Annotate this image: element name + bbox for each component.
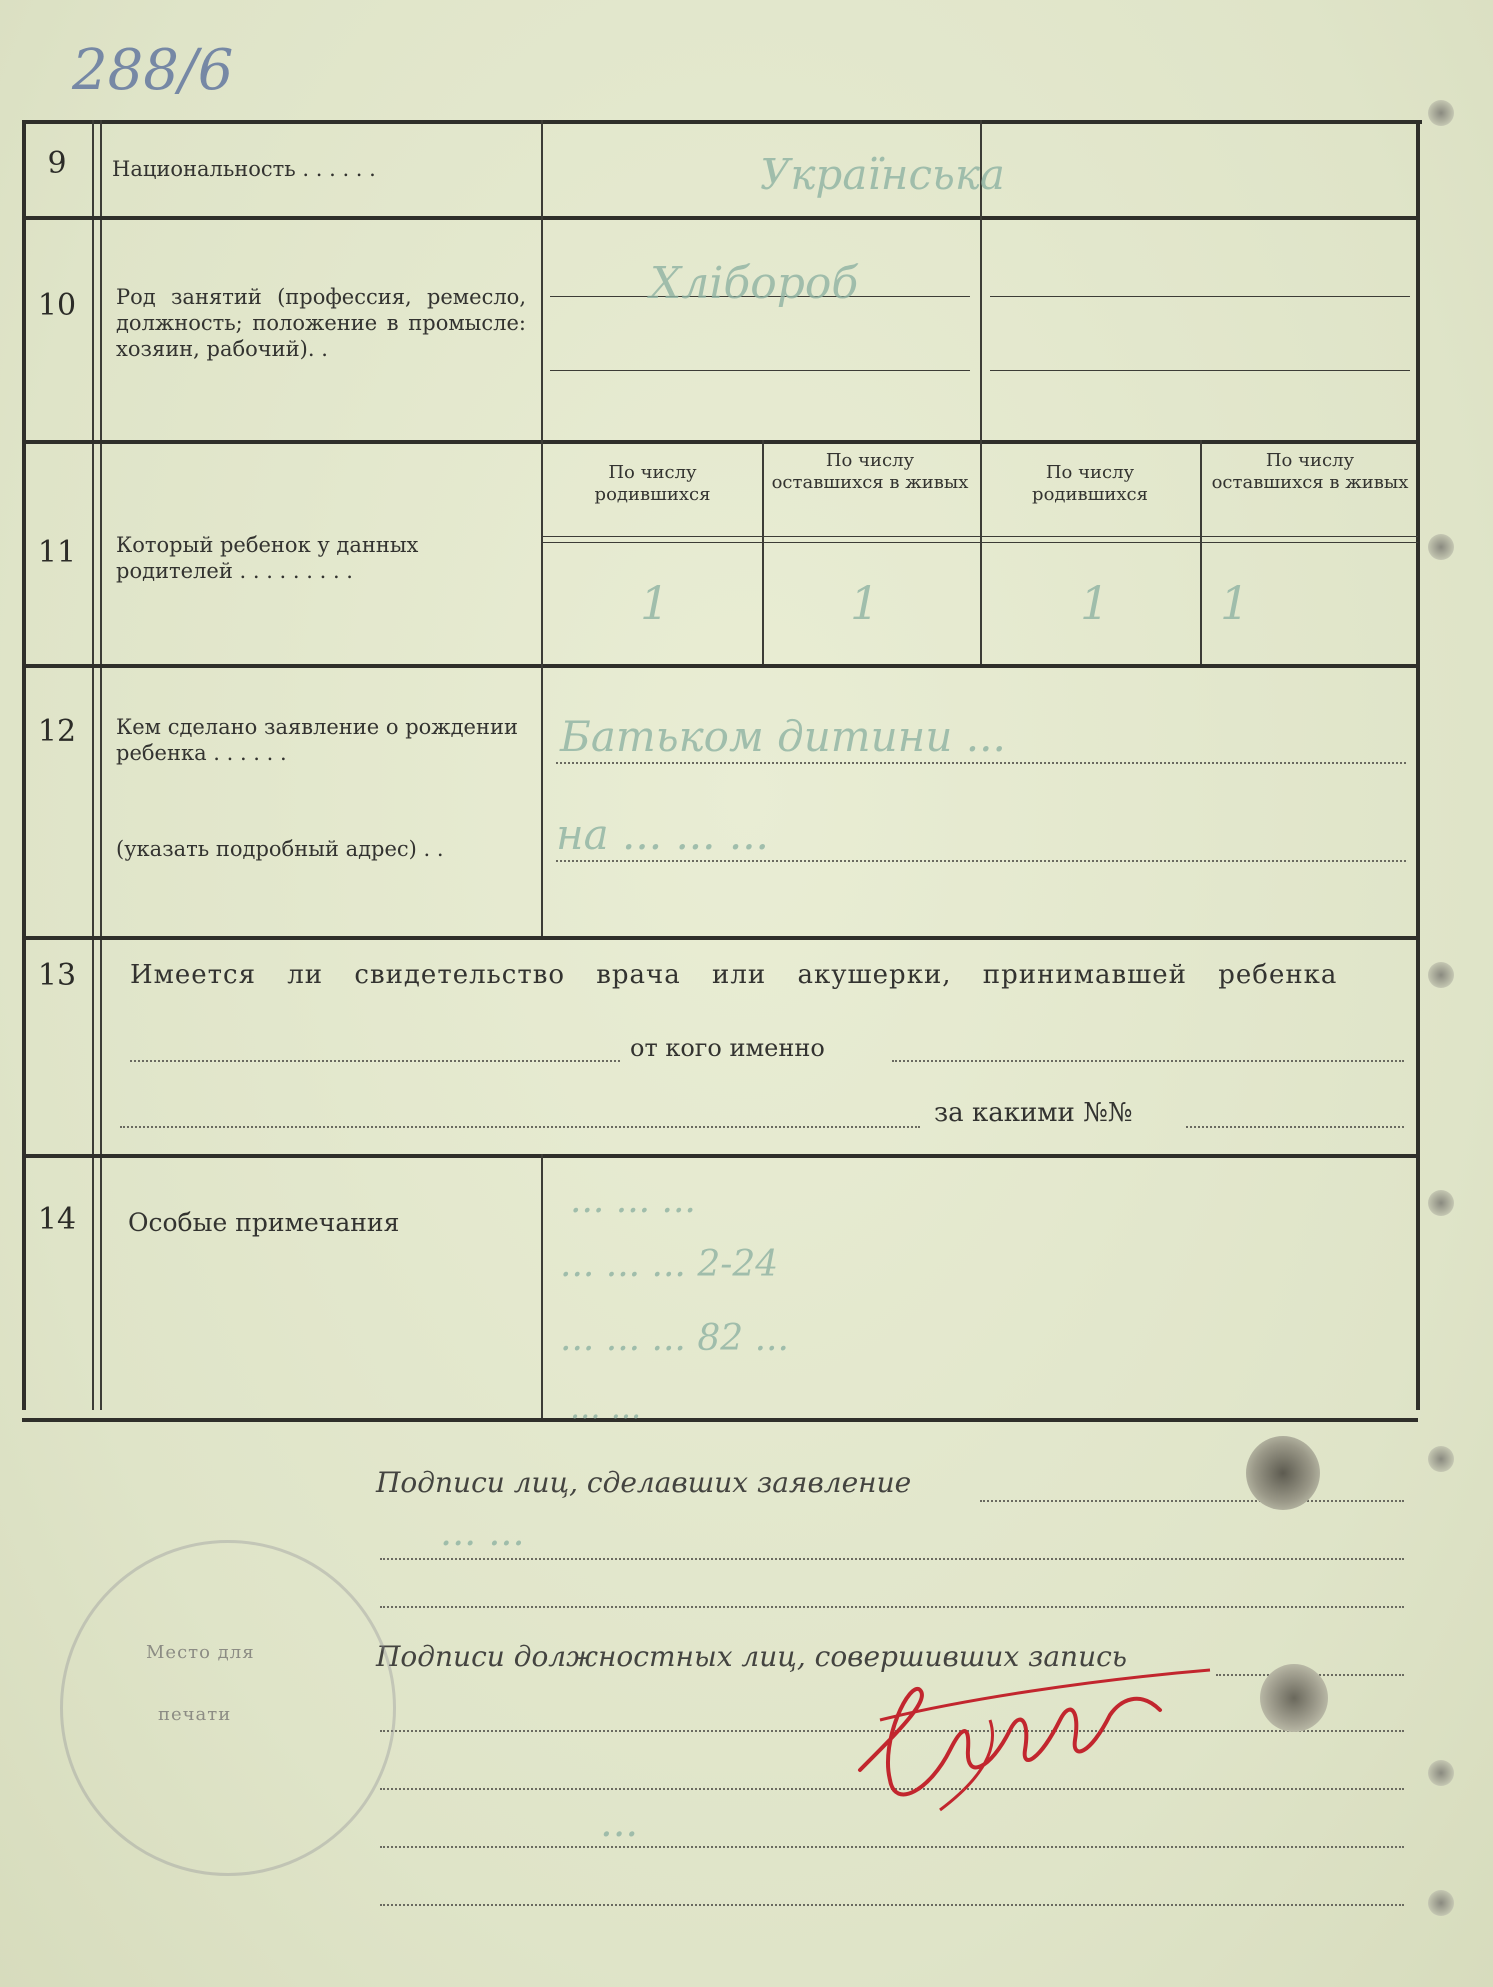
row-separator	[22, 1154, 1418, 1158]
table-bottom-border	[22, 1418, 1418, 1422]
binding-hole	[1428, 1760, 1454, 1786]
binding-hole	[1428, 1190, 1454, 1216]
occupation-label: Род занятий (профессия, ремесло, должность; положение в промысле: хозяин, рабочий). .	[116, 285, 526, 361]
label-value-divider	[541, 120, 543, 936]
col-born-father: По числу родившихся	[594, 462, 711, 505]
official-name: ...	[600, 1800, 639, 1846]
officials-signature-label: Подписи должностных лиц, совершивших запись	[376, 1640, 1128, 1673]
row-number-14: 14	[37, 1202, 77, 1237]
r10-line	[550, 370, 970, 371]
which-child-label: Который ребенок у данных родителей . . . . . . . . .	[116, 533, 419, 583]
official-signature-red	[840, 1660, 1230, 1840]
row-number-10: 10	[37, 288, 77, 323]
r11-header-line-2	[542, 542, 1418, 543]
born-mother-value: 1	[1080, 576, 1110, 630]
col-alive-mother: По числу оставшихся в живых	[1211, 450, 1409, 493]
binding-hole	[1428, 100, 1454, 126]
num-column-divider-2	[100, 120, 102, 1410]
address-line	[556, 860, 1406, 862]
row-number-11: 11	[37, 535, 77, 570]
certificate-line-2a	[120, 1126, 920, 1128]
table-top-border	[22, 120, 1422, 124]
alive-mother-value: 1	[1220, 576, 1250, 630]
notes-line-1: ... ... ...	[570, 1180, 696, 1221]
num-column-divider	[92, 120, 94, 1410]
officials-line-4	[380, 1846, 1404, 1848]
officials-line-5	[380, 1904, 1404, 1906]
wax-seal-2	[1260, 1664, 1328, 1732]
alive-father-value: 1	[850, 576, 880, 630]
r11-header-line	[542, 536, 1418, 537]
binding-hole	[1428, 534, 1454, 560]
seal-place-label-1: Место для	[146, 1642, 255, 1663]
r10-line	[990, 370, 1410, 371]
declarants-line-1	[980, 1500, 1404, 1502]
address-label: (указать подробный адрес) . .	[116, 837, 444, 861]
r11-divider-3	[1200, 440, 1202, 664]
declarants-line-2	[380, 1558, 1404, 1560]
certificate-line-2b	[1186, 1126, 1404, 1128]
row-number-13: 13	[37, 958, 77, 993]
numbers-label: за какими №№	[934, 1098, 1133, 1128]
certificate-question: Имеется ли свидетельство врача или акушерки, принимавшей ребенка	[130, 960, 1338, 990]
declarants-signature-label: Подписи лиц, сделавших заявление	[376, 1466, 912, 1499]
seal-place-label-2: печати	[158, 1704, 232, 1725]
binding-hole	[1428, 1446, 1454, 1472]
notes-label: Особые примечания	[128, 1208, 400, 1237]
declarants-line-3	[380, 1606, 1404, 1608]
row-separator	[22, 216, 1418, 220]
row-separator	[22, 936, 1418, 940]
col-born-mother: По числу родившихся	[1032, 462, 1148, 505]
binding-hole	[1428, 1890, 1454, 1916]
nationality-value: Українська	[760, 150, 1005, 199]
row-separator	[22, 440, 1418, 444]
from-whom-label: от кого именно	[630, 1034, 825, 1062]
r11-divider-1	[762, 440, 764, 664]
archive-number: 288/6	[72, 38, 234, 103]
row-separator	[22, 664, 1418, 668]
row-number-9: 9	[47, 146, 67, 181]
notes-line-3: ... ... ... 82 ...	[560, 1318, 789, 1359]
declarant-line	[556, 762, 1406, 764]
col-alive-father: По числу оставшихся в живых	[771, 450, 969, 493]
table-right-border	[1416, 120, 1420, 1410]
certificate-line-1a	[130, 1060, 620, 1062]
declarant-signature: ... ...	[440, 1510, 525, 1554]
nationality-label: Национальность . . . . . .	[112, 157, 376, 181]
r10-line	[990, 296, 1410, 297]
notes-line-2: ... ... ... 2-24	[560, 1244, 779, 1285]
born-father-value: 1	[640, 576, 670, 630]
address-value: на ... ... ...	[556, 810, 769, 859]
declarant-value: Батьком дитини ...	[560, 712, 1006, 761]
label-value-divider	[541, 1154, 543, 1418]
notes-line-4: ... ...	[570, 1388, 642, 1426]
value-column-divider	[980, 120, 982, 664]
certificate-line-1b	[892, 1060, 1404, 1062]
row-number-12: 12	[37, 714, 77, 749]
binding-hole	[1428, 962, 1454, 988]
wax-seal-1	[1246, 1436, 1320, 1510]
declarant-label: Кем сделано заявление о рождении ребенка . . . . . .	[116, 715, 518, 765]
occupation-value: Хлібороб	[650, 258, 859, 309]
